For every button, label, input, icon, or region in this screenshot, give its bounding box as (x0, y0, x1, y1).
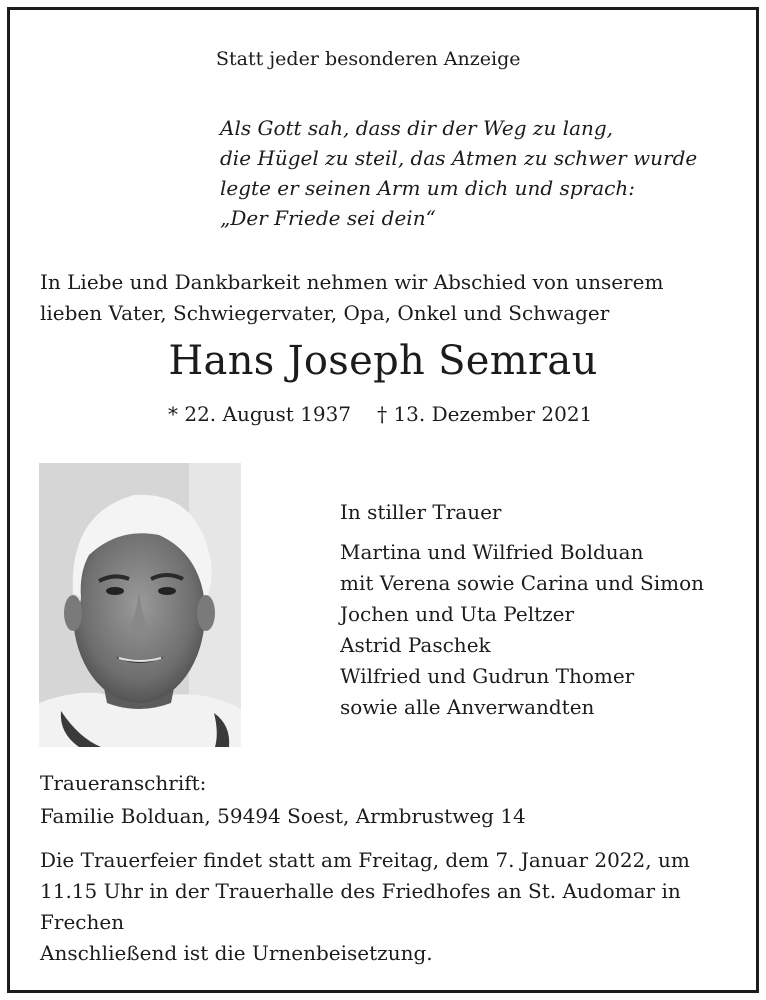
mourner-line: Astrid Paschek (340, 633, 491, 657)
mourners-heading: In stiller Trauer (340, 500, 502, 524)
mourner-line: Martina und Wilfried Bolduan (340, 540, 644, 564)
poem-line: Als Gott sah, dass dir der Weg zu lang, (220, 116, 614, 140)
intro-text (40, 267, 663, 329)
intro-line: In Liebe und Dankbarkeit nehmen wir Abschied von unserem (40, 270, 664, 294)
poem-line: legte er seinen Arm um dich und sprach: (220, 176, 635, 200)
service-info (40, 845, 690, 969)
poem-line: „Der Friede sei dein“ (220, 206, 436, 230)
address-value: Familie Bolduan, 59494 Soest, Armbrustweg 14 (40, 804, 526, 828)
mourner-line: Jochen und Uta Peltzer (340, 602, 575, 626)
mourning-address (40, 767, 526, 833)
service-line: Die Trauerfeier findet statt am Freitag, dem 7. Januar 2022, um (40, 848, 690, 872)
mourner-line: mit Verena sowie Carina und Simon (340, 571, 705, 595)
service-line: Anschließend ist die Urnenbeisetzung. (40, 941, 433, 965)
deceased-name: Hans Joseph Semrau (168, 338, 598, 384)
intro-line: lieben Vater, Schwiegervater, Opa, Onkel und Schwager (40, 301, 610, 325)
service-line: Frechen (40, 910, 125, 934)
address-label: Traueranschrift: (40, 771, 207, 795)
service-line: 11.15 Uhr in der Trauerhalle des Friedhofes an St. Audomar in (40, 879, 681, 903)
portrait-illustration (39, 463, 241, 747)
mourner-line: sowie alle Anverwandten (340, 695, 595, 719)
poem (220, 113, 697, 233)
death-date: † 13. Dezember 2021 (377, 402, 593, 426)
birth-date: * 22. August 1937 (168, 402, 352, 426)
mourners-block (340, 497, 704, 723)
mourner-line: Wilfried und Gudrun Thomer (340, 664, 635, 688)
poem-line: die Hügel zu steil, das Atmen zu schwer wurde (220, 146, 698, 170)
life-dates (168, 402, 592, 426)
header-line: Statt jeder besonderen Anzeige (216, 48, 521, 70)
portrait-photo (39, 463, 241, 747)
